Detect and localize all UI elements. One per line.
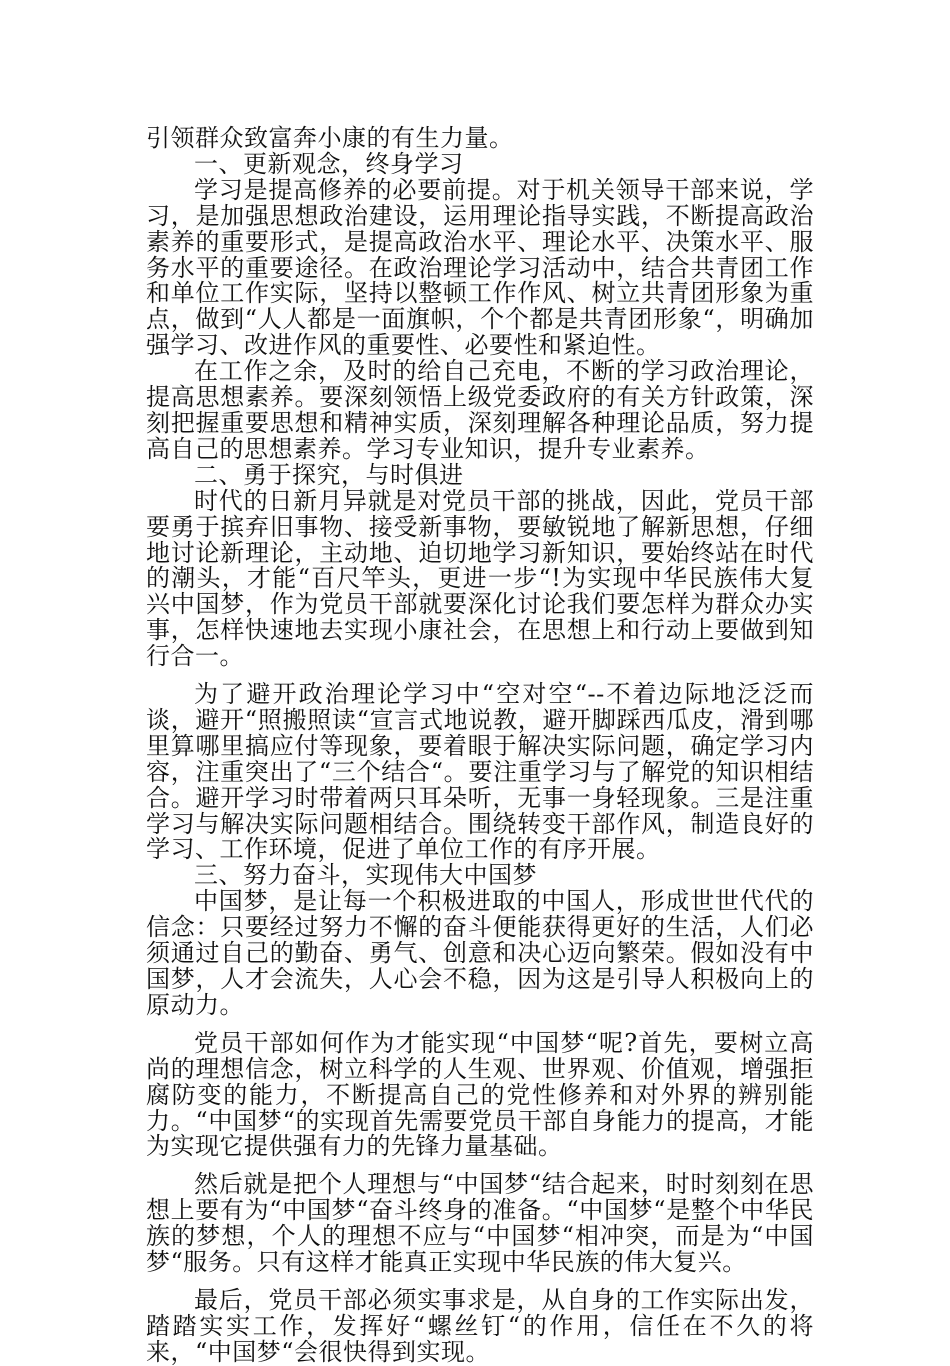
paragraph: 学习是提高修养的必要前提。对于机关领导干部来说，学习，是加强思想政治建设，运用理论指导实践，不断提高政治素养的重要形式，是提高政治水平、理论水平、决策水平、服务水平的重要途径。在政治理论学习活动中，结合共青团工作和单位工作实际，坚持以整顿工作作风、树立共青团形象为重点，做到“人人都是一面旗帜，个个都是共青团形象“，明确加强学习、改进作风的重要性、必要性和紧迫性。	[146, 175, 814, 360]
section-heading-2: 二、勇于探究，与时俱进	[194, 460, 464, 489]
paragraph: 最后，党员干部必须实事求是，从自身的工作实际出发，踏踏实实工作，发挥好“螺丝钉“的作用，信任在不久的将来，“中国梦“会很快得到实现。	[146, 1285, 814, 1366]
paragraph: 在工作之余，及时的给自己充电，不断的学习政治理论，提高思想素养。要深刻领悟上级党委政府的有关方针政策，深刻把握重要思想和精神实质，深刻理解各种理论品质，努力提高自己的思想素养。学习专业知识，提升专业素养。	[146, 357, 814, 463]
section-heading-3: 三、努力奋斗，实现伟大中国梦	[194, 861, 537, 890]
document-body	[146, 126, 814, 1366]
paragraph-continuation: 引领群众致富奔小康的有生力量。	[146, 124, 514, 152]
paragraph: 为了避开政治理论学习中“空对空“--不着边际地泛泛而谈，避开“照搬照读“宣言式地说教，避开脚踩西瓜皮，滑到哪里算哪里搞应付等现象，要着眼于解决实际问题，确定学习内容，注重突出了“三个结合“。要注重学习与了解党的知识相结合。避开学习时带着两只耳朵听，无事一身轻现象。三是注重学习与解决实际问题相结合。围绕转变干部作风，制造良好的学习、工作环境，促进了单位工作的有序开展。	[146, 680, 814, 864]
paragraph: 时代的日新月异就是对党员干部的挑战，因此，党员干部要勇于摈弃旧事物、接受新事物，要敏锐地了解新思想，仔细地讨论新理论，主动地、迫切地学习新知识，要始终站在时代的潮头，才能“百尺竿头，更进一步“!为实现中华民族伟大复兴中国梦，作为党员干部就要深化讨论我们要怎样为群众办实事，怎样快速地去实现小康社会，在思想上和行动上要做到知行合一。	[146, 486, 814, 671]
paragraph: 然后就是把个人理想与“中国梦“结合起来，时时刻刻在思想上要有为“中国梦“奋斗终身的准备。“中国梦“是整个中华民族的梦想，个人的理想不应与“中国梦“相冲突，而是为“中国梦“服务。只有这样才能真正实现中华民族的伟大复兴。	[146, 1170, 814, 1277]
paragraph: 党员干部如何作为才能实现“中国梦“呢?首先，要树立高尚的理想信念，树立科学的人生观、世界观、价值观，增强拒腐防变的能力，不断提高自己的党性修养和对外界的辨别能力。“中国梦“的实现首先需要党员干部自身能力的提高，才能为实现它提供强有力的先锋力量基础。	[146, 1028, 814, 1161]
paragraph: 中国梦，是让每一个积极进取的中国人，形成世世代代的信念：只要经过努力不懈的奋斗便能获得更好的生活，人们必须通过自己的勤奋、勇气、创意和决心迈向繁荣。假如没有中国梦，人才会流失，人心会不稳，因为这是引导人积极向上的原动力。	[146, 887, 814, 1019]
section-heading-1: 一、更新观念，终身学习	[194, 149, 464, 178]
